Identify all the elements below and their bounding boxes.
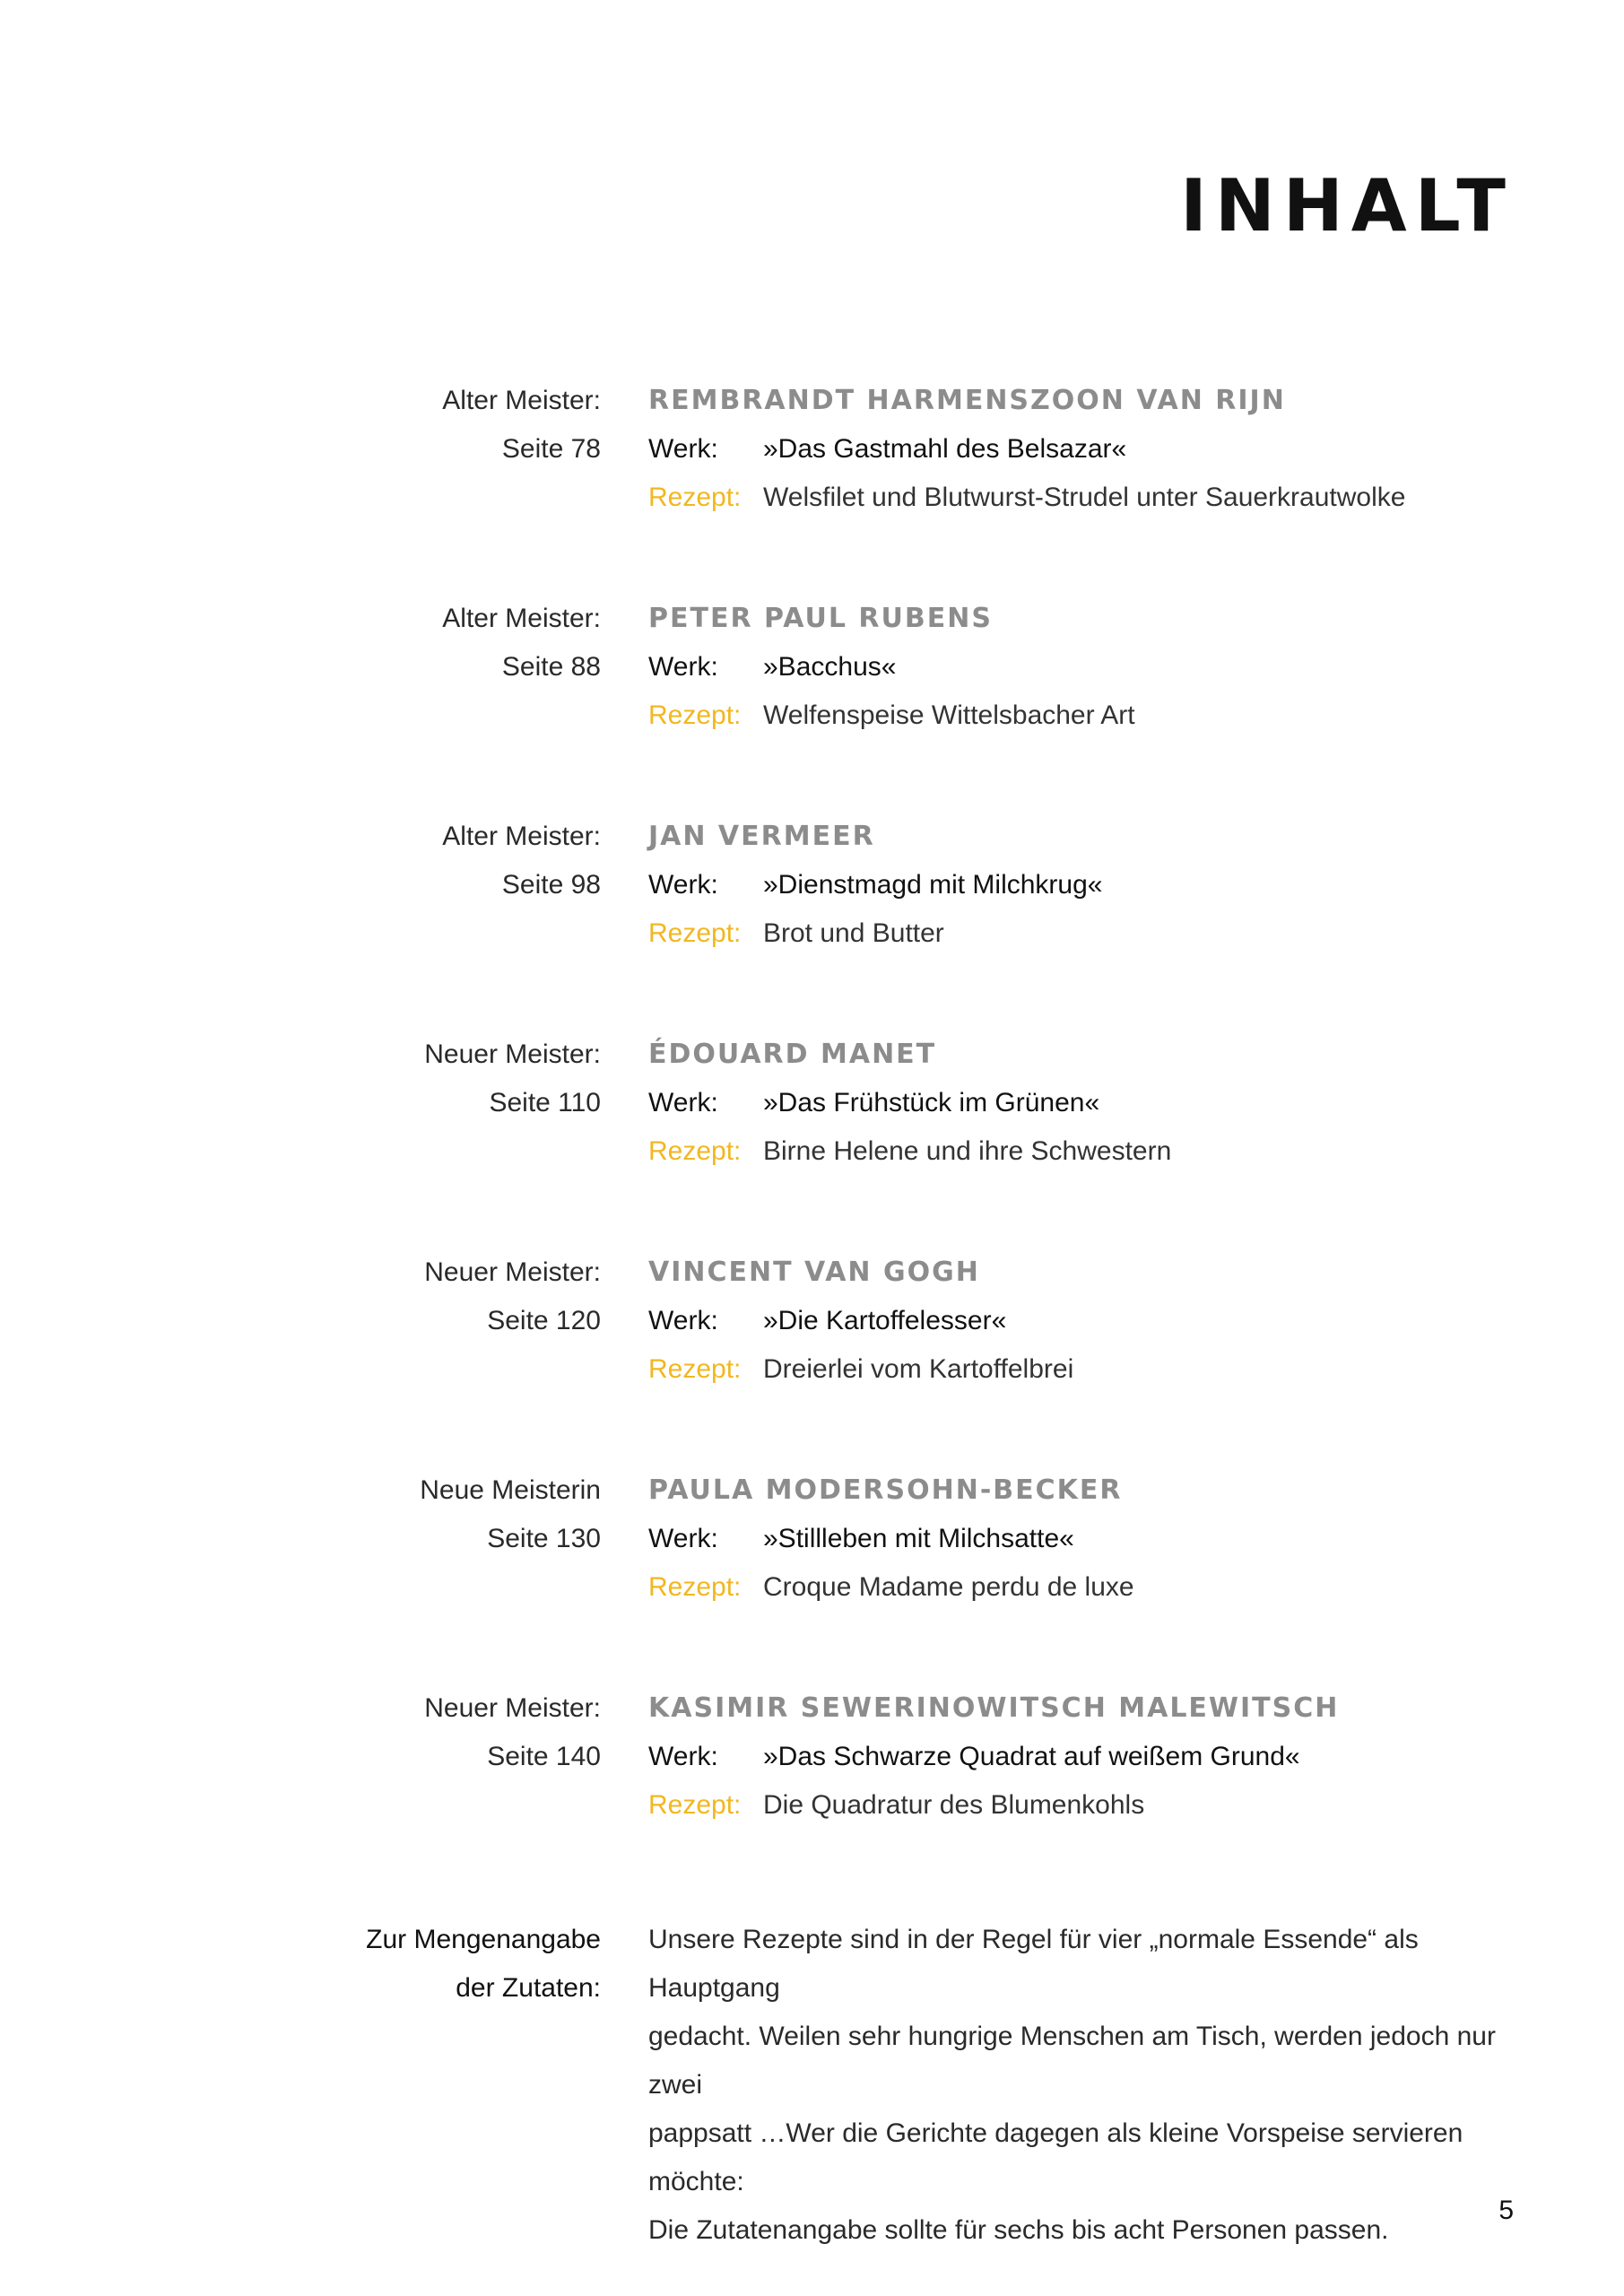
artist-name: KASIMIR SEWERINOWITSCH MALEWITSCH — [648, 1692, 1340, 1724]
note-line: Unsere Rezepte sind in der Regel für vier „normale Essende“ als Hauptgang — [648, 1925, 1419, 2003]
artist-name: PETER PAUL RUBENS — [648, 603, 993, 634]
rezept-title: Brot und Butter — [763, 918, 944, 948]
entry-page: Seite 88 — [501, 652, 601, 682]
artist-name: REMBRANDT HARMENSZOON VAN RIJN — [648, 385, 1286, 416]
werk-title: »Bacchus« — [763, 652, 897, 682]
werk-row — [648, 861, 1545, 909]
entry-category: Alter Meister: — [442, 822, 601, 851]
entry-category: Neuer Meister: — [424, 1257, 601, 1287]
werk-row — [648, 425, 1545, 474]
rezept-label: Rezept: — [648, 483, 742, 512]
rezept-row — [648, 1345, 1545, 1394]
note-label-line: Zur Mengenangabe — [366, 1925, 601, 1954]
entry-details — [648, 1466, 1545, 1612]
entry-category: Neuer Meister: — [424, 1039, 601, 1069]
rezept-row — [648, 1563, 1545, 1612]
page-title: INHALT — [1180, 164, 1514, 248]
entry-meta — [242, 1248, 601, 1345]
artist-name: VINCENT VAN GOGH — [648, 1257, 980, 1288]
werk-title: »Stillleben mit Milchsatte« — [763, 1524, 1074, 1553]
werk-title: »Das Schwarze Quadrat auf weißem Grund« — [763, 1742, 1300, 1771]
werk-row — [648, 1079, 1545, 1127]
werk-row — [648, 1733, 1545, 1781]
rezept-label: Rezept: — [648, 700, 742, 730]
rezept-label: Rezept: — [648, 918, 742, 948]
werk-label: Werk: — [648, 1088, 718, 1118]
werk-row — [648, 1297, 1545, 1345]
entry-details — [648, 1031, 1545, 1176]
rezept-title: Dreierlei vom Kartoffelbrei — [763, 1354, 1074, 1384]
toc-entry — [0, 1248, 1624, 1466]
werk-label: Werk: — [648, 1306, 718, 1335]
toc-entry — [0, 1466, 1624, 1684]
rezept-row — [648, 691, 1545, 740]
entry-details — [648, 1248, 1545, 1394]
note-text — [648, 1916, 1509, 2255]
rezept-label: Rezept: — [648, 1790, 742, 1820]
werk-label: Werk: — [648, 870, 718, 900]
page-number: 5 — [1498, 2196, 1514, 2225]
entry-meta — [242, 813, 601, 909]
note-line: gedacht. Weilen sehr hungrige Menschen am Tisch, werden jedoch nur zwei — [648, 2022, 1496, 2100]
entry-page: Seite 98 — [501, 870, 601, 900]
note-line: Die Zutatenangabe sollte für sechs bis acht Personen passen. — [648, 2215, 1389, 2245]
werk-label: Werk: — [648, 1524, 718, 1553]
werk-title: »Die Kartoffelesser« — [763, 1306, 1007, 1335]
toc-entry — [0, 1031, 1624, 1248]
rezept-title: Welfenspeise Wittelsbacher Art — [763, 700, 1135, 730]
entry-category: Alter Meister: — [442, 604, 601, 633]
entry-page: Seite 120 — [487, 1306, 601, 1335]
toc-entry — [0, 813, 1624, 1031]
artist-name: JAN VERMEER — [648, 821, 875, 852]
entry-page: Seite 110 — [489, 1088, 601, 1118]
entry-meta — [242, 595, 601, 691]
entry-meta — [242, 1031, 601, 1127]
entry-category: Neue Meisterin — [420, 1475, 601, 1505]
rezept-row — [648, 1127, 1545, 1176]
rezept-title: Croque Madame perdu de luxe — [763, 1572, 1134, 1602]
entry-details — [648, 595, 1545, 740]
entry-page: Seite 78 — [501, 434, 601, 464]
toc-entry — [0, 1684, 1624, 1902]
entry-page: Seite 130 — [487, 1524, 601, 1553]
toc-entry — [0, 595, 1624, 813]
rezept-label: Rezept: — [648, 1136, 742, 1166]
werk-label: Werk: — [648, 1742, 718, 1771]
entry-details — [648, 377, 1545, 522]
entry-category: Alter Meister: — [442, 386, 601, 415]
werk-label: Werk: — [648, 434, 718, 464]
rezept-row — [648, 909, 1545, 958]
werk-row — [648, 1515, 1545, 1563]
rezept-title: Die Quadratur des Blumenkohls — [763, 1790, 1145, 1820]
entry-meta — [242, 1684, 601, 1781]
note-label-line: der Zutaten: — [456, 1973, 601, 2003]
entry-meta — [242, 377, 601, 474]
artist-name: PAULA MODERSOHN-BECKER — [648, 1474, 1123, 1506]
rezept-label: Rezept: — [648, 1572, 742, 1602]
entry-details — [648, 813, 1545, 958]
rezept-row — [648, 1781, 1545, 1830]
note-line: pappsatt …Wer die Gerichte dagegen als kleine Vorspeise servieren möchte: — [648, 2118, 1463, 2196]
rezept-row — [648, 474, 1545, 522]
entry-details — [648, 1684, 1545, 1830]
rezept-label: Rezept: — [648, 1354, 742, 1384]
entry-category: Neuer Meister: — [424, 1693, 601, 1723]
werk-label: Werk: — [648, 652, 718, 682]
werk-row — [648, 643, 1545, 691]
toc-list — [0, 377, 1624, 1902]
artist-name: ÉDOUARD MANET — [648, 1039, 937, 1070]
werk-title: »Das Gastmahl des Belsazar« — [763, 434, 1127, 464]
werk-title: »Das Frühstück im Grünen« — [763, 1088, 1100, 1118]
entry-page: Seite 140 — [487, 1742, 601, 1771]
toc-entry — [0, 377, 1624, 595]
werk-title: »Dienstmagd mit Milchkrug« — [763, 870, 1103, 900]
rezept-title: Welsfilet und Blutwurst-Strudel unter Sauerkrautwolke — [763, 483, 1406, 512]
rezept-title: Birne Helene und ihre Schwestern — [763, 1136, 1172, 1166]
note-label — [242, 1916, 601, 2013]
entry-meta — [242, 1466, 601, 1563]
